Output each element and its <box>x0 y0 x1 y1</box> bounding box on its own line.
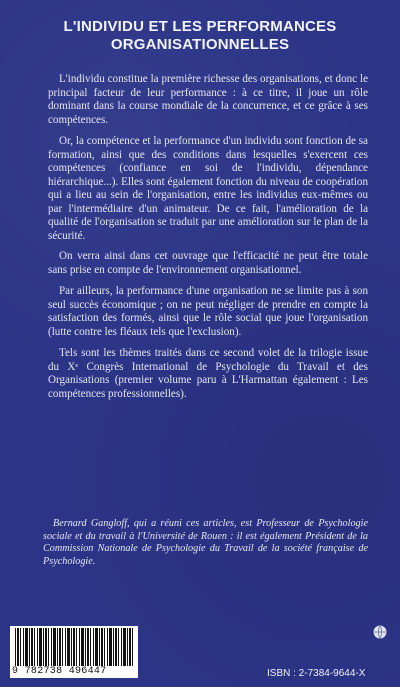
book-title-line-2: ORGANISATIONNELLES <box>110 36 290 53</box>
globe-icon <box>372 624 388 640</box>
description-paragraph-5: Tels sont les thèmes traités dans ce second volet de la trilogie issue du Xᵉ Congrès International de Psychologie du Travail et des Organisations (premier volume paru à L'Harmattan également : Les compétences professionnelles). <box>48 347 368 400</box>
author-description: , qui a réuni ces articles, est Professeur de Psychologie sociale et du travail à l'Université de Rouen : il est également Président de la Commission Nationale de Psychologie du Travail de la société française de Psychologie. <box>43 518 368 567</box>
isbn: ISBN : 2-7384-9644-X <box>267 668 366 679</box>
book-description <box>48 73 368 409</box>
author-name: Bernard Gangloff <box>53 518 128 529</box>
description-paragraph-2: Or, la compétence et la performance d'un individu sont fonction de sa formation, ainsi que des conditions dans lesquelles s'exercent ces compétences (confiance en soi de l'individu, dépendance hiérarchique...). Elles sont également fonction du niveau de coopération qui a lieu au sein de l'organisation, entre les individus eux-mêmes ou par l'intermédiaire d'un animateur. De ce fait, l'amélioration de la qualité de l'organisation se traduit par une amélioration sur le plan de la sécurité. <box>48 135 368 242</box>
barcode <box>10 626 138 678</box>
book-title <box>0 18 400 54</box>
book-title-line-1: L'INDIVIDU ET LES PERFORMANCES <box>63 18 337 35</box>
barcode-bars <box>15 628 133 666</box>
barcode-number: 9 782738 496447 <box>12 666 107 677</box>
description-paragraph-1: L'individu constitue la première richesse des organisations, et donc le principal facteur de leur performance : à ce titre, il joue un rôle dominant dans la course mondiale de la concurrence, et ce grâce à ses compétences. <box>48 73 368 126</box>
description-paragraph-3: On verra ainsi dans cet ouvrage que l'efficacité ne peut être totale sans prise en compte de l'environnement organisationnel. <box>48 250 368 276</box>
description-paragraph-4: Par ailleurs, la performance d'une organisation ne se limite pas à son seul succès économique ; on ne peut négliger de prendre en compte la satisfaction des formés, ainsi que le rôle social que joue l'organisation (lutte contre les fléaux tels que l'exclusion). <box>48 285 368 338</box>
author-note <box>43 518 368 568</box>
